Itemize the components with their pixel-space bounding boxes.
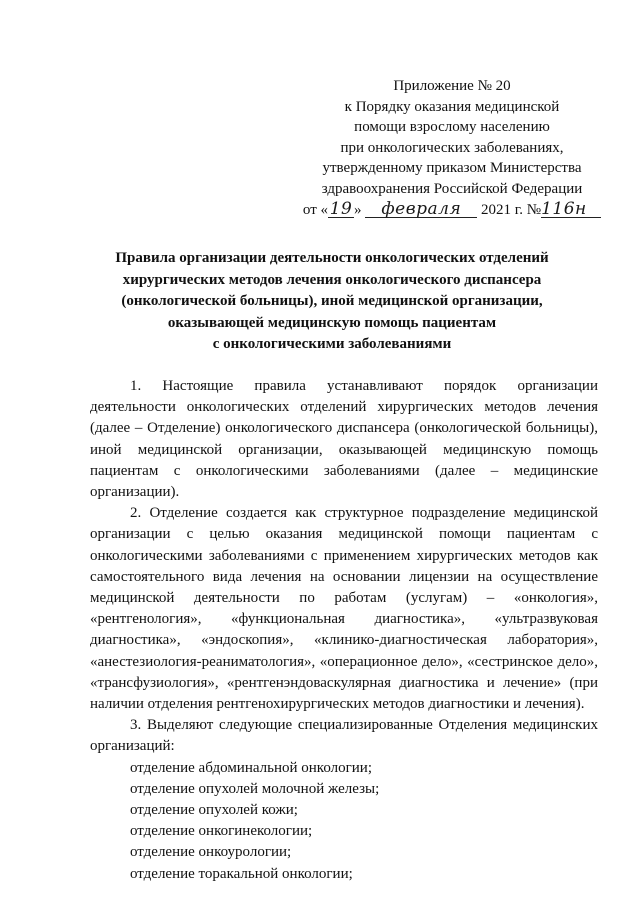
appendix-ref-line: помощи взрослому населению	[354, 119, 550, 136]
appendix-ref-line: здравоохранения Российской Федерации	[321, 180, 583, 197]
appendix-number: Приложение № 20	[393, 78, 511, 94]
handwritten-order-number: 116н	[541, 201, 601, 218]
list-item: отделение онкогинекологии;	[130, 823, 313, 840]
list-item: отделение опухолей кожи;	[130, 802, 298, 819]
department-list	[90, 758, 598, 885]
date-year: 2021 г. №	[481, 201, 542, 218]
document-title	[72, 248, 592, 356]
title-line: (онкологической больницы), иной медицинской организации,	[121, 293, 543, 309]
title-line: Правила организации деятельности онкологических отделений	[115, 250, 549, 266]
appendix-ref-line: при онкологических заболеваниях,	[340, 139, 564, 156]
order-date-line	[302, 200, 602, 221]
document-body	[90, 376, 598, 885]
paragraph-2: 2. Отделение создается как структурное подразделение медицинской организации с целью оказания медицинской помощи пациентам с онкологическими заболеваниями с применением хирургических методов как самостоятельного вида лечения на основании лицензии на осуществление медицинской деятельности по работам (услугам) – «онкология», «рентгенология», «функциональная диагностика», «ультразвуковая диагностика», «эндоскопия», «клинико-диагностическая лаборатория», «анестезиология-реаниматология», «операционное дело», «сестринское дело», «трансфузиология», «рентгенэндоваскулярная диагностика и лечение» (при наличии отделения рентгенохирургических методов диагностики и лечения).	[90, 505, 598, 713]
paragraph-1: 1. Настоящие правила устанавливают порядок организации деятельности онкологических отделений хирургических методов лечения (далее – Отделение) онкологического диспансера (онкологической больницы), иной медицинской организации, оказывающей медицинскую помощь пациентам с онкологическими заболеваниями (далее – медицинские организации).	[90, 378, 598, 501]
handwritten-month: февраля	[365, 201, 477, 218]
date-prefix: от «	[302, 201, 329, 218]
list-item: отделение абдоминальной онкологии;	[130, 759, 372, 776]
appendix-header	[302, 76, 602, 220]
date-mid: »	[354, 201, 362, 218]
list-item: отделение опухолей молочной железы;	[130, 780, 380, 797]
appendix-ref-line: к Порядку оказания медицинской	[344, 98, 560, 115]
paragraph-3: 3. Выделяют следующие специализированные Отделения медицинских организаций:	[90, 717, 598, 755]
title-line: с онкологическими заболеваниями	[212, 336, 452, 352]
title-line: оказывающей медицинскую помощь пациентам	[167, 314, 497, 331]
appendix-ref-line: утвержденному приказом Министерства	[322, 160, 582, 177]
list-item: отделение онкоурологии;	[130, 844, 292, 861]
handwritten-day: 19	[329, 198, 353, 219]
title-line: хирургических методов лечения онкологического диспансера	[122, 271, 542, 288]
list-item: отделение торакальной онкологии;	[130, 865, 353, 882]
